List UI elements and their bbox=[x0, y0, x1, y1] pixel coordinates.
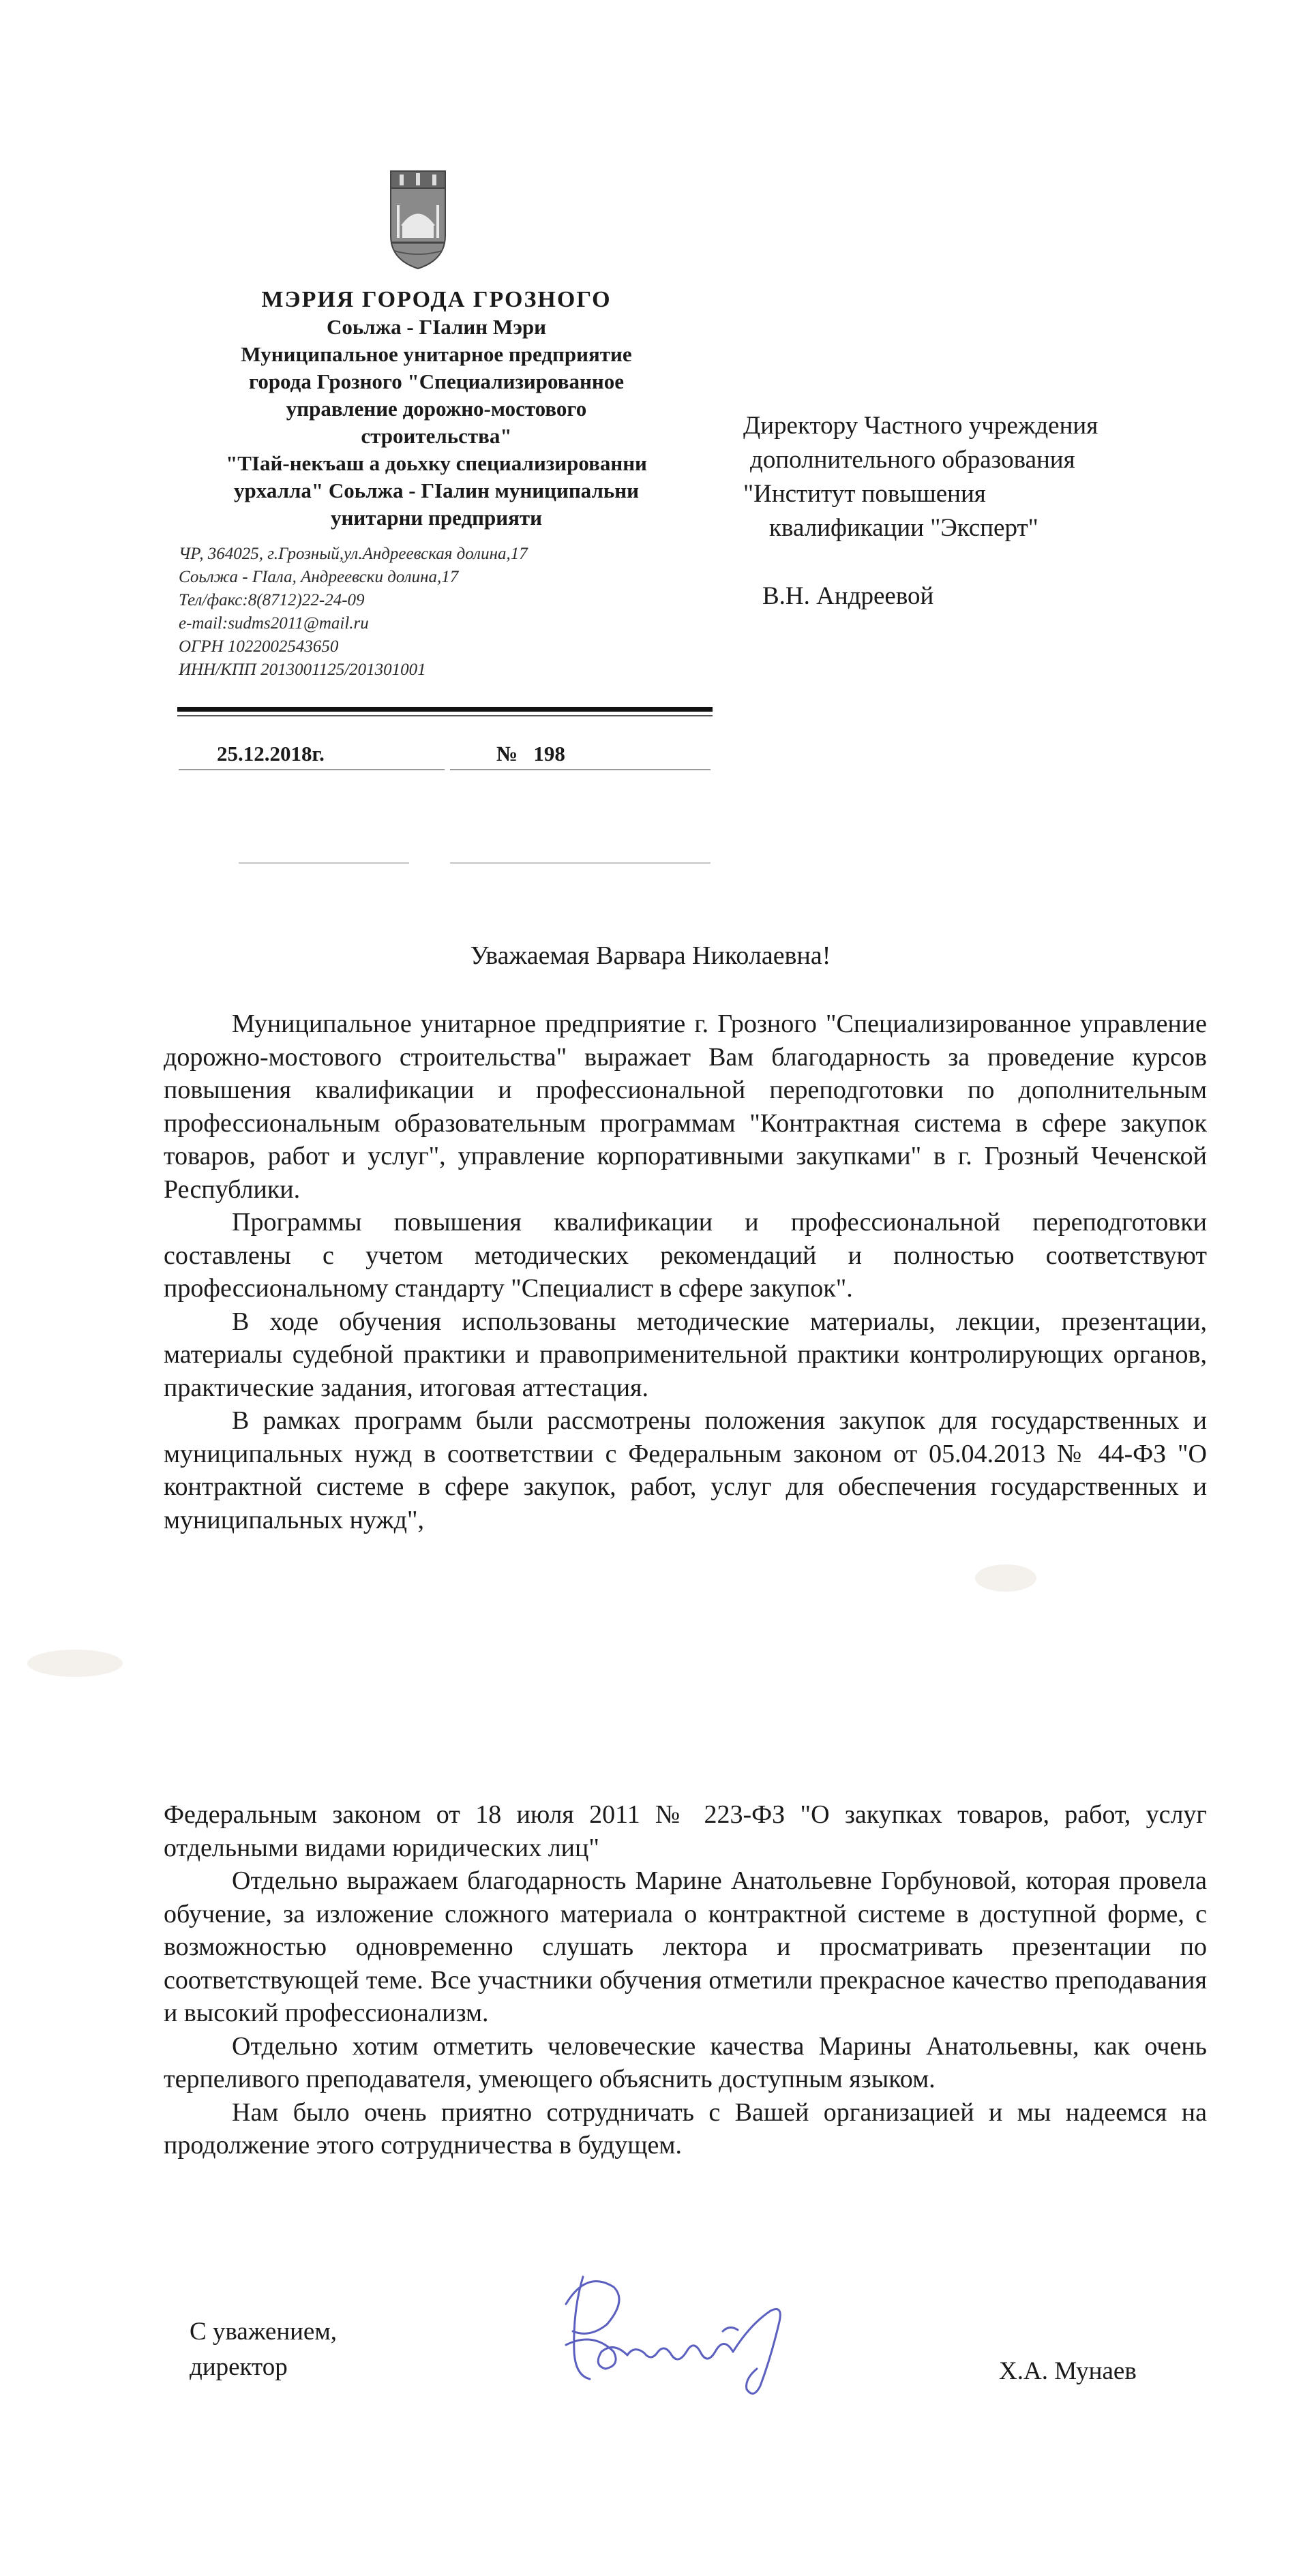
letterhead-line: управление дорожно-мостового bbox=[286, 397, 587, 421]
contact-address: ЧР, 364025, г.Грозный,ул.Андреевская долина,17 bbox=[179, 545, 528, 563]
scan-artifact bbox=[975, 1564, 1036, 1592]
letterhead-line: урхалла" Соьлжа - ГIалин муниципальни bbox=[234, 479, 639, 502]
contact-ogrn: ОГРН 1022002543650 bbox=[179, 637, 339, 656]
addressee-line: квалификации "Эксперт" bbox=[769, 514, 1038, 542]
letterhead-line: Соьлжа - ГIалин Мэри bbox=[326, 315, 547, 339]
date-underline bbox=[179, 769, 445, 770]
paragraph: Программы повышения квалификации и профессиональной переподготовки составлены с учетом методических рекомендаций и полностью соответствуют профессиональному стандарту "Специалист в сфере закупок". bbox=[164, 1208, 1207, 1303]
contact-email: e-mail:sudms2011@mail.ru bbox=[179, 614, 369, 633]
reference-underline bbox=[239, 862, 409, 864]
addressee-name: В.Н. Андреевой bbox=[762, 582, 934, 610]
closing-line: С уважением, bbox=[190, 2318, 338, 2346]
addressee-line: дополнительного образования bbox=[750, 446, 1075, 474]
contact-address-chechen: Соьлжа - ГIала, Андреевски долина,17 bbox=[179, 568, 459, 586]
salutation: Уважаемая Варвара Николаевна! bbox=[470, 941, 831, 970]
number-underline bbox=[450, 769, 711, 770]
contact-phone: Тел/факс:8(8712)22-24-09 bbox=[179, 591, 365, 609]
coat-of-arms-icon bbox=[387, 168, 449, 270]
letterhead-divider bbox=[177, 707, 713, 712]
letter-body-page1 bbox=[164, 1007, 1207, 1536]
paragraph-continuation: Федеральным законом от 18 июля 2011 № 223-ФЗ "О закупках товаров, работ, услуг отдельными видами юридических лиц" bbox=[164, 1800, 1207, 1862]
addressee-line: Директору Частного учреждения bbox=[743, 412, 1098, 440]
paragraph: Отдельно хотим отметить человеческие качества Марины Анатольевны, как очень терпеливого преподавателя, умеющего объяснить доступным языком. bbox=[164, 2031, 1207, 2093]
scan-artifact bbox=[27, 1650, 123, 1677]
number-value: 198 bbox=[533, 742, 565, 766]
paragraph: В рамках программ были рассмотрены положения закупок для государственных и муниципальных нужд в соответствии с Федеральным законом от 05.04.2013 № 44-ФЗ "О контрактной системе в сфере закупок, работ, услуг для обеспечения государственных и муниципальных нужд", bbox=[164, 1406, 1207, 1534]
letterhead-contacts bbox=[179, 543, 711, 682]
letterhead-organization bbox=[174, 286, 699, 532]
contact-inn-kpp: ИНН/КПП 2013001125/201301001 bbox=[179, 661, 426, 679]
paragraph: Нам было очень приятно сотрудничать с Вашей организацией и мы надеемся на продолжение этого сотрудничества в будущем. bbox=[164, 2097, 1207, 2160]
letter-body-page2 bbox=[164, 1798, 1207, 2162]
letterhead-line: "ТIай-некъаш а доьхку специализированни bbox=[226, 451, 647, 475]
paragraph: В ходе обучения использованы методические материалы, лекции, презентации, материалы судебной практики и правоприменительной практики контролирующих органов, практические задания, итоговая аттестация. bbox=[164, 1307, 1207, 1402]
letterhead-line: МЭРИЯ ГОРОДА ГРОЗНОГО bbox=[261, 287, 612, 312]
addressee-line: "Институт повышения bbox=[743, 480, 986, 508]
paragraph: Отдельно выражаем благодарность Марине Анатольевне Горбуновой, которая провела обучение, за изложение сложного материала о контрактной системе в доступной форме, с возможностью одновременно слушать лектора и просматривать презентации по соответствующей теме. Все участники обучения отметили прекрасное качество преподавания и высокий профессионализм. bbox=[164, 1866, 1207, 2027]
signatory-name: Х.А. Мунаев bbox=[999, 2357, 1137, 2385]
letterhead-line: унитарни предприяти bbox=[331, 506, 542, 530]
letterhead-line: города Грозного "Специализированное bbox=[249, 369, 624, 393]
closing-title: директор bbox=[190, 2353, 288, 2381]
signature-image bbox=[525, 2249, 818, 2413]
letterhead-line: строительства" bbox=[361, 424, 512, 448]
letterhead-line: Муниципальное унитарное предприятие bbox=[241, 342, 632, 366]
letterhead-divider-thin bbox=[177, 715, 713, 716]
reference-underline bbox=[450, 862, 711, 864]
addressee-block bbox=[743, 409, 1248, 613]
paragraph: Муниципальное унитарное предприятие г. Грозного "Специализированное управление дорожно-мостового строительства" выражает Вам благодарность за проведение курсов повышения квалификации и профессиональной переподготовки по дополнительным профессиональным образовательным программам "Контрактная система в сфере закупок товаров, работ и услуг", управление корпоративными закупками" в г. Грозный Чеченской Республики. bbox=[164, 1010, 1207, 1204]
number-label: № bbox=[496, 742, 518, 766]
registration-date: 25.12.2018г. bbox=[217, 742, 325, 766]
closing-block bbox=[190, 2314, 337, 2385]
addressee-spacer bbox=[743, 545, 1248, 579]
registration-number bbox=[496, 742, 565, 766]
